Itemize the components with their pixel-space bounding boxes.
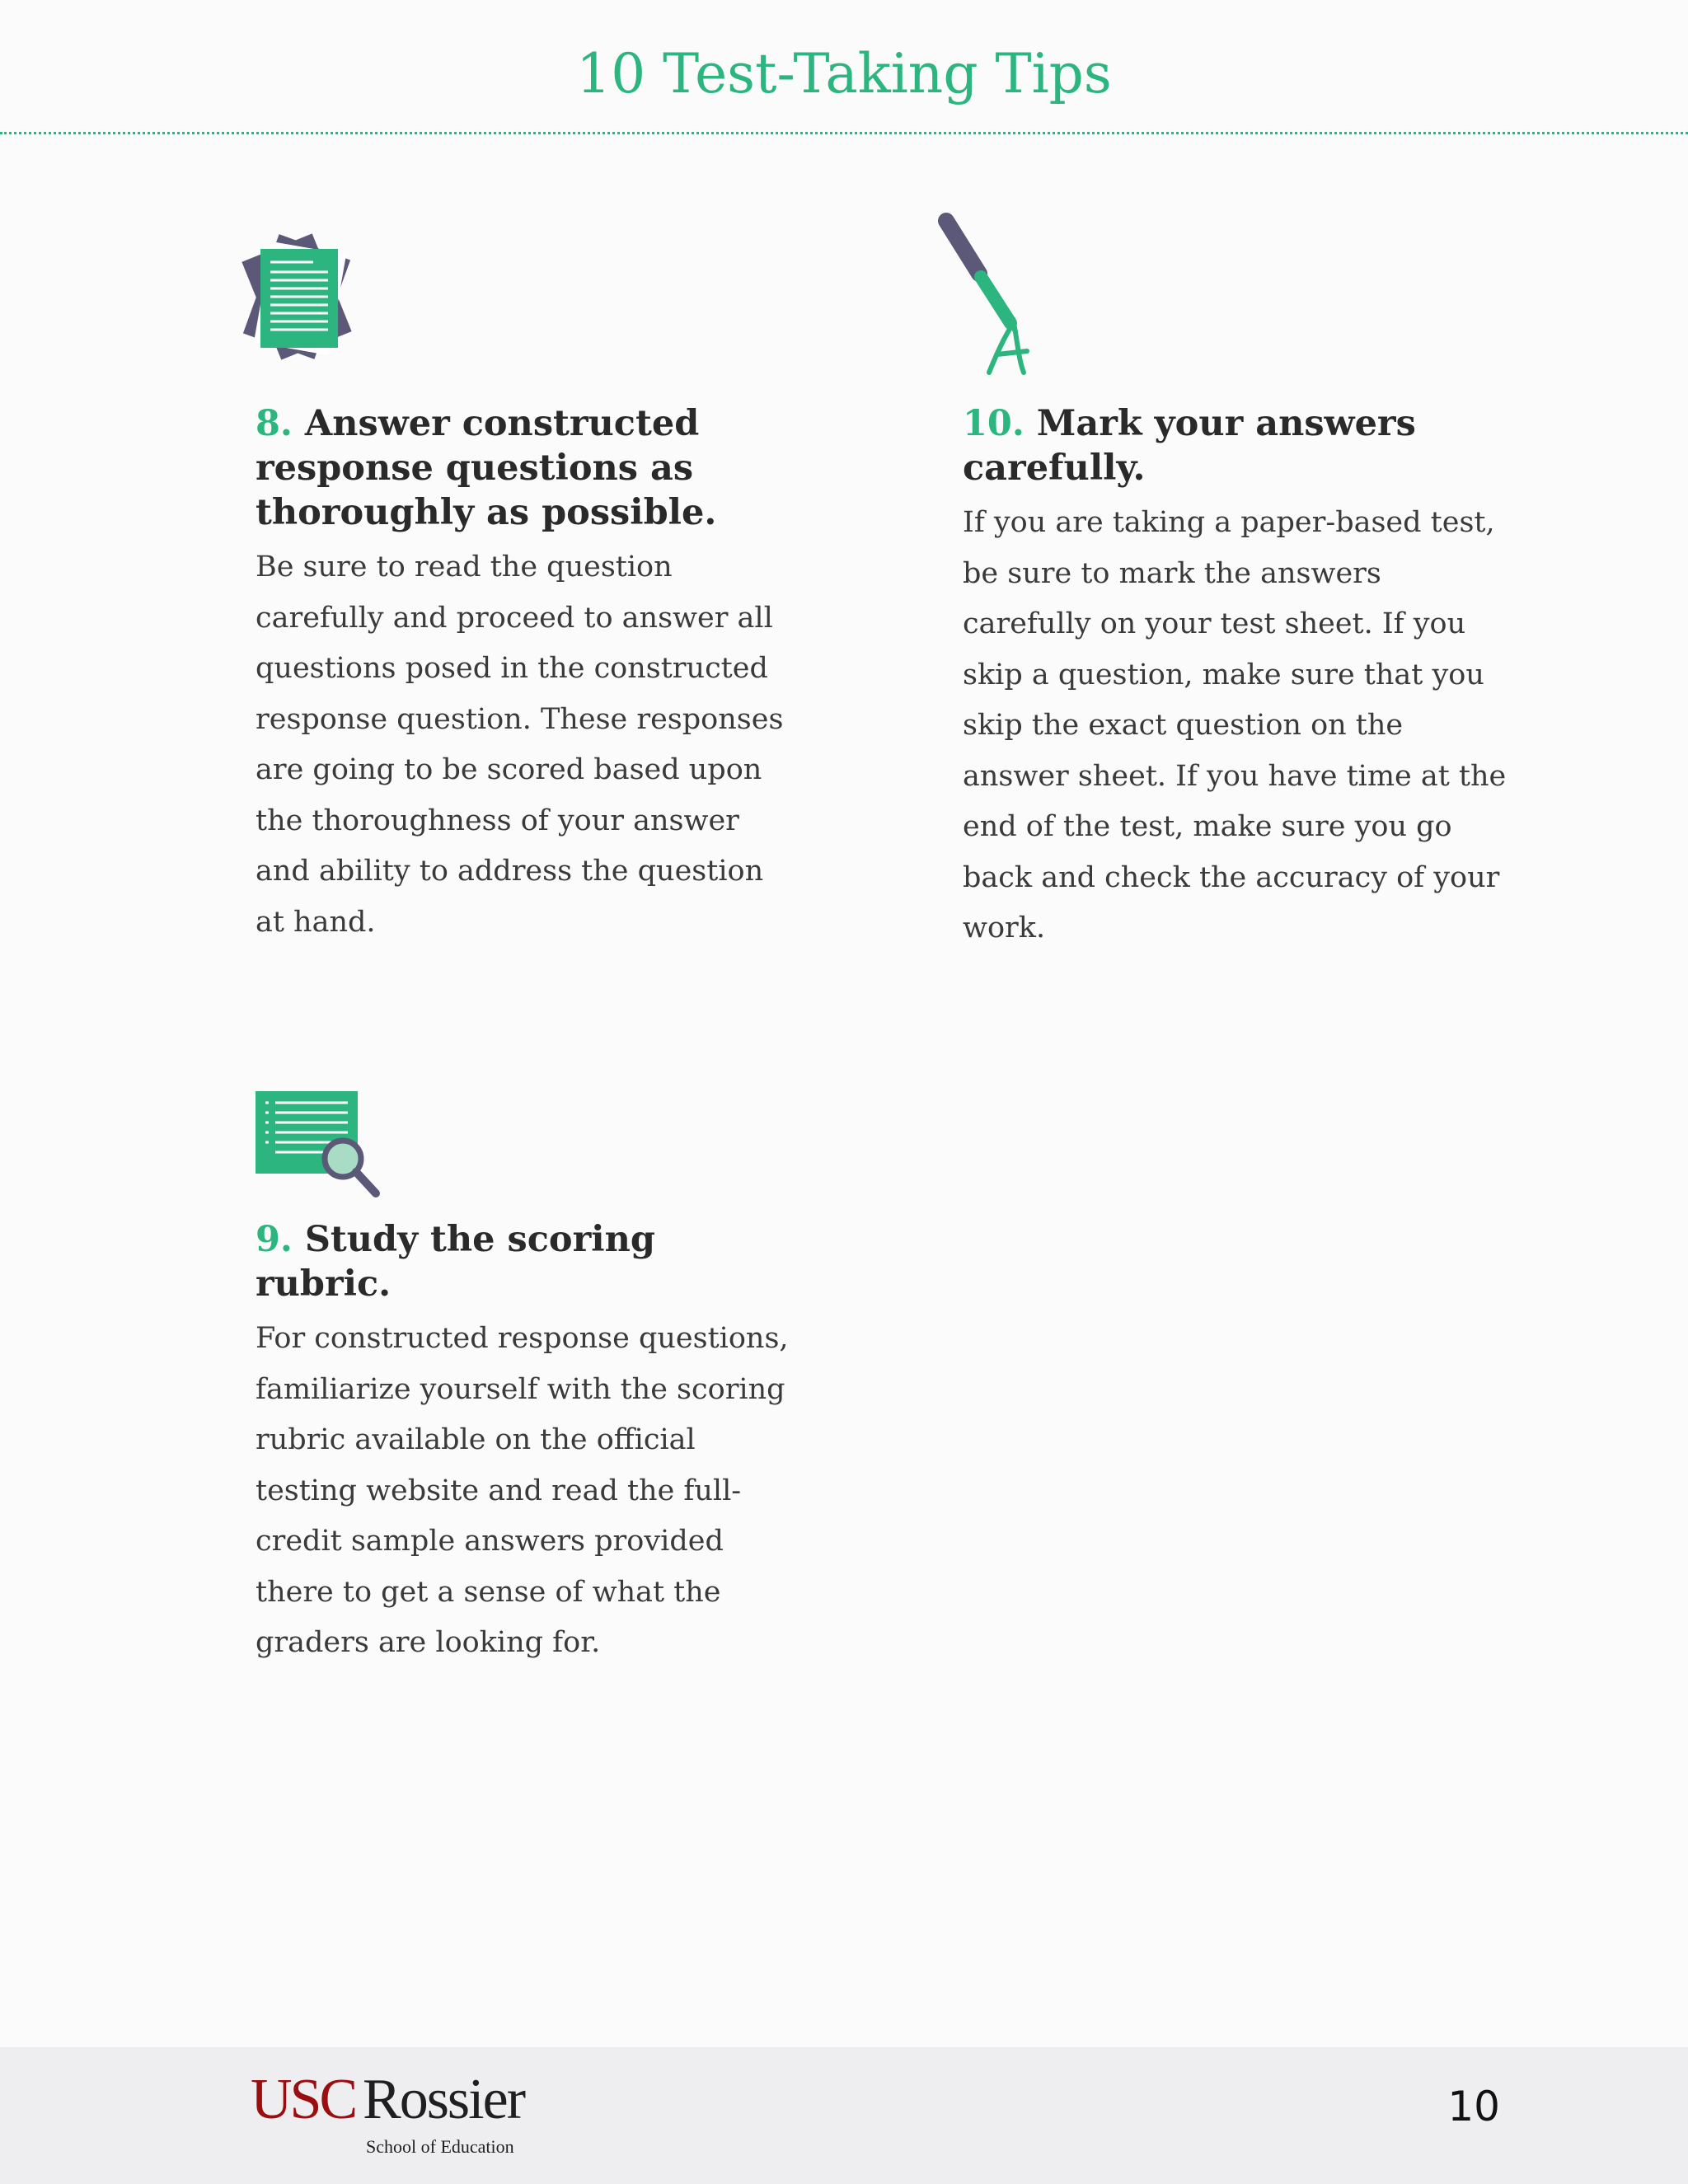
tip-9-heading bbox=[256, 1217, 717, 1306]
documents-icon bbox=[231, 223, 371, 371]
tip-9-title: Study the scoring rubric. bbox=[256, 1219, 655, 1305]
logo-rossier: Rossier bbox=[363, 2068, 524, 2131]
title-divider bbox=[0, 132, 1688, 134]
page-number: 10 bbox=[1447, 2083, 1500, 2130]
tip-8-title: Answer constructed response questions as thoroughly as possible. bbox=[256, 403, 717, 533]
tip-8-body: Be sure to read the question carefully and proceed to answer all questions posed in the constructed response question. These responses are going to be scored based upon the thoroughness of your answer and ability to address the question at hand. bbox=[256, 551, 784, 939]
tip-10-number: 10. bbox=[963, 403, 1025, 444]
logo-usc: USC bbox=[251, 2068, 356, 2131]
tip-10-title: Mark your answers carefully. bbox=[963, 403, 1416, 489]
rubric-magnifier-icon bbox=[254, 1090, 386, 1198]
tip-9-number: 9. bbox=[256, 1219, 293, 1260]
tip-8-number: 8. bbox=[256, 403, 293, 444]
tip-8-heading bbox=[256, 401, 767, 535]
tip-10-body: If you are taking a paper-based test, be sure to mark the answers carefully on your test sheet. If you skip a question, make sure that you skip the exact question on the answer sheet. If you have time at the end of the test, make sure you go back and check the accuracy of your work. bbox=[963, 506, 1507, 944]
pen-icon bbox=[931, 208, 1039, 381]
tip-9-body: For constructed response questions, familiarize yourself with the scoring rubric available on the official testing website and read the full-credit sample answers provided there to get a sense of what the graders are looking for. bbox=[256, 1322, 789, 1659]
logo-subtitle: School of Education bbox=[366, 2136, 514, 2157]
page-title: 10 Test-Taking Tips bbox=[576, 42, 1112, 105]
tip-10-heading bbox=[963, 401, 1490, 490]
